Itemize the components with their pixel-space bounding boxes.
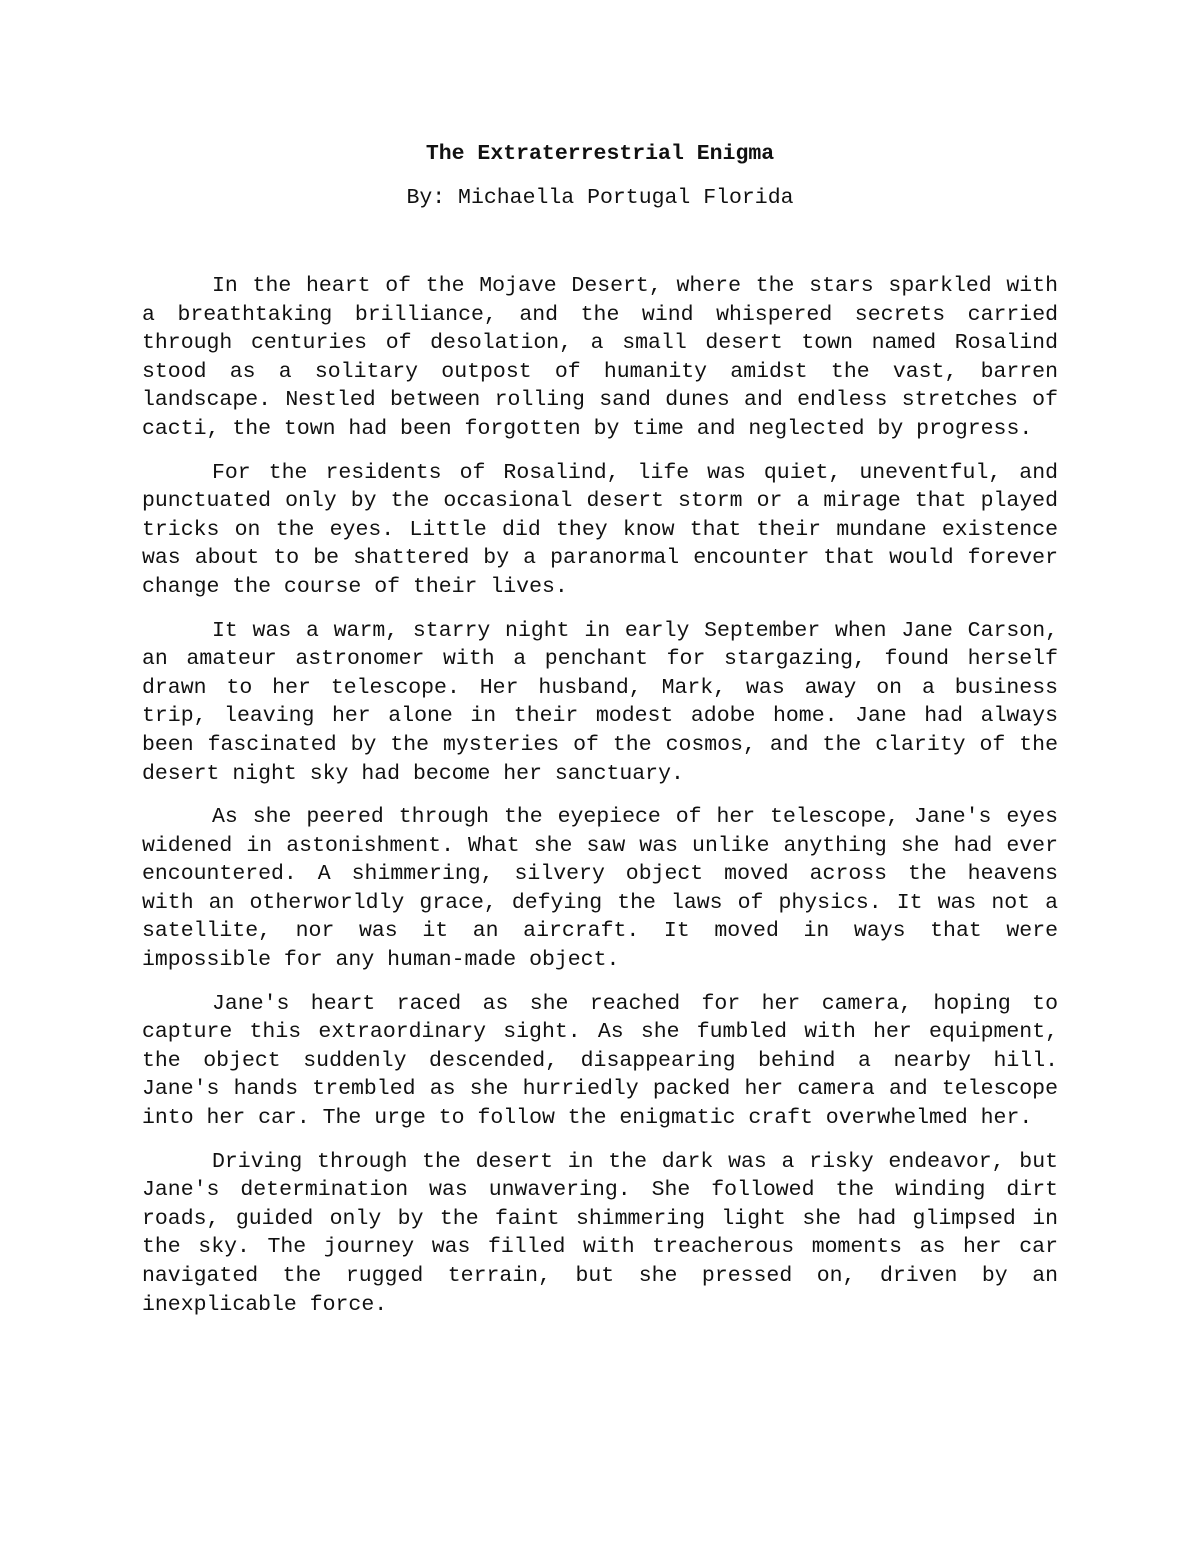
- author-byline: By: Michaella Portugal Florida: [406, 186, 794, 210]
- paragraph-4: As she peered through the eyepiece of her telescope, Jane's eyes widened in astonishment. What she saw was unlike anything she had ever encountered. A shimmering, silvery object moved across the heavens with an otherworldly grace, defying the laws of physics. It was not a satellite, nor was it an aircraft. It moved in ways that were impossible for any human-made object.: [142, 805, 1058, 973]
- paragraph-1: In the heart of the Mojave Desert, where the stars sparkled with a breathtaking brilliance, and the wind whispered secrets carried through centuries of desolation, a small desert town named Rosalind stood as a solitary outpost of humanity amidst the vast, barren landscape. Nestled between rolling sand dunes and endless stretches of cacti, the town had been forgotten by time and neglected by progress.: [142, 274, 1058, 441]
- paragraph-3: It was a warm, starry night in early September when Jane Carson, an amateur astronomer with a penchant for stargazing, found herself drawn to her telescope. Her husband, Mark, was away on a business trip, leaving her alone in their modest adobe home. Jane had always been fascinated by the mysteries of the cosmos, and the clarity of the desert night sky had become her sanctuary.: [142, 618, 1058, 786]
- paragraph-5: Jane's heart raced as she reached for her camera, hoping to capture this extraordinary sight. As she fumbled with her equipment, the object suddenly descended, disappearing behind a nearby hill. Jane's hands trembled as she hurriedly packed her camera and telescope into her car. The urge to follow the enigmatic craft overwhelmed her.: [142, 991, 1058, 1131]
- story-body: [142, 272, 1058, 1334]
- paragraph-2: For the residents of Rosalind, life was quiet, uneventful, and punctuated only by the occasional desert storm or a mirage that played tricks on the eyes. Little did they know that their mundane existence was about to be shattered by a paranormal encounter that would forever change the course of their lives.: [142, 460, 1058, 599]
- paragraph-6: Driving through the desert in the dark was a risky endeavor, but Jane's determination was unwavering. She followed the winding dirt roads, guided only by the faint shimmering light she had glimpsed in the sky. The journey was filled with treacherous moments as her car navigated the rugged terrain, but she pressed on, driven by an inexplicable force.: [142, 1149, 1058, 1317]
- document-title: The Extraterrestrial Enigma: [425, 142, 775, 166]
